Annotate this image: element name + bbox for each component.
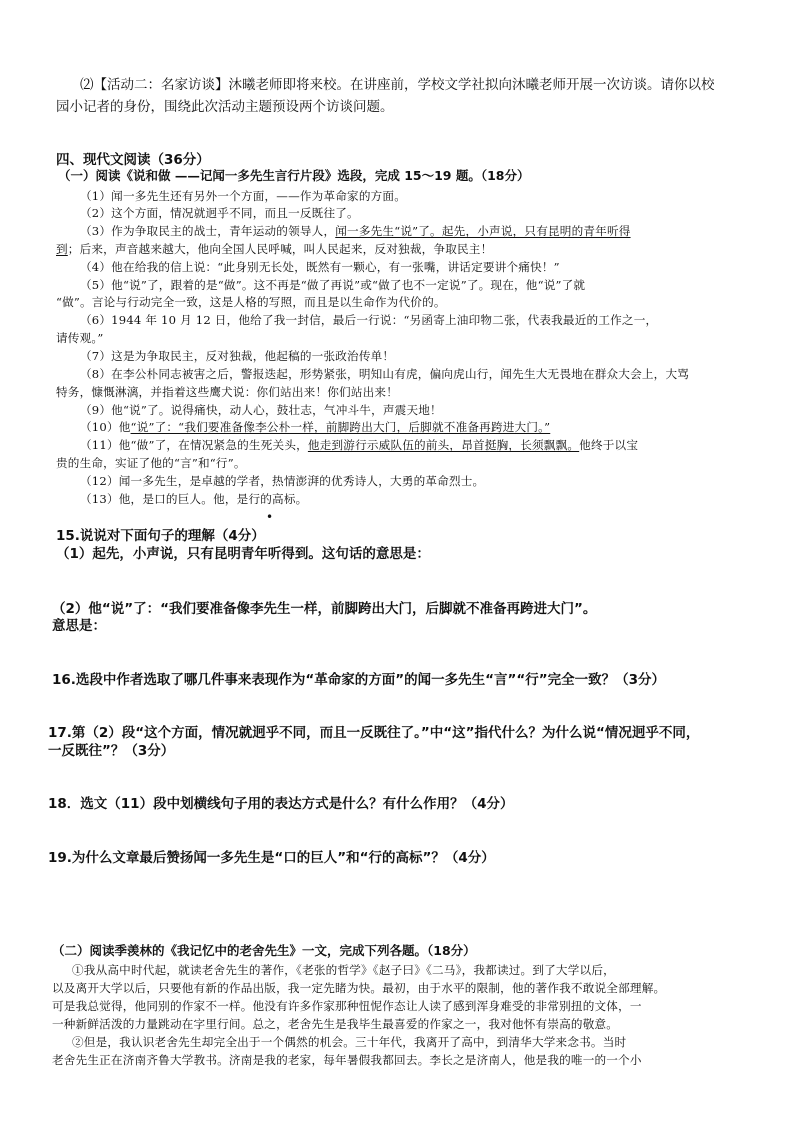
paragraph-11-plain: （11）他“做”了，在情况紧急的生死关头， [80,438,308,452]
paragraph-11-underlined: 他走到游行示威队伍的前头，昂首挺胸，长须飘飘。 [307,438,580,452]
paragraph-10-underlined: “说”了：“我们要准备像李公朴一样，前脚跨出大门，后脚就不准备再跨进大门。” [130,420,551,434]
paragraph-12: （12）闻一多先生，是卓越的学者，热情澎湃的优秀诗人，大勇的革命烈士。 [80,474,485,488]
question-15-2: （2）他“说”了：“我们要准备像李先生一样，前脚跨出大门，后脚就不准备再跨进大门”。 [52,601,597,617]
question-15-2-meaning: 意思是： [52,618,106,634]
paragraph-5: （5）他“说”了，跟着的是“做”。这不再是“做了再说”或“做了也不一定说”了。现在，他“说”了就 [80,278,586,292]
activity-line-1: ⑵【活动二：名家访谈】沐曦老师即将来校。在讲座前，学校文学社拟向沐曦老师开展一次访谈。请你以校 [80,77,715,93]
paragraph-7: （7）这是为争取民主，反对独裁，他起稿的一张政治传单！ [80,349,395,363]
question-17: 17.第（2）段“这个方面，情况就迥乎不同，而且一反既往了。”中“这”指代什么？为什么说“情况迥乎不同， [48,725,700,741]
part2-line-2: 以及离开大学以后，只要他有新的作品出版，我一定先睹为快。最初，由于水平的限制，他的著作我不敢说全部理解。 [52,981,666,995]
paragraph-3-plain: （3）作为争取民主的战士，青年运动的领导人， [80,224,336,238]
paragraph-6: （6）1944 年 10 月 12 日，他给了我一封信，最后一行说：“另函寄上油印物二张，代表我最近的工作之一， [80,313,658,327]
paragraph-5-cont: “做”。言论与行动完全一致，这是人格的写照，而且是以生命作为代价的。 [56,295,446,309]
paragraph-8: （8）在李公朴同志被害之后，警报迭起，形势紧张，明知山有虎，偏向虎山行，闻先生大无畏地在群众大会上，大骂 [80,367,690,381]
activity-line-2: 园小记者的身份，围绕此次活动主题预设两个访谈问题。 [56,99,394,115]
paragraph-2: （2）这个方面，情况就迥乎不同，而且一反既往了。 [80,206,359,220]
paragraph-4: （4）他在给我的信上说：“此身别无长处，既然有一颗心，有一张嘴，讲话定要讲个痛快！” [80,260,560,274]
question-16: 16.选段中作者选取了哪几件事来表现作为“革命家的方面”的闻一多先生“言”“行”完全一致？（3分） [52,672,666,688]
paragraph-9: （9）他“说”了。说得痛快，动人心，鼓壮志，气冲斗牛，声震天地！ [80,403,442,417]
part2-line-3: 可是我总觉得，他同别的作家不一样。他没有许多作家那种忸怩作态让人读了感到浑身难受的非常别扭的文体，一 [52,999,642,1013]
part2-line-1: ①我从高中时代起，就读老舍先生的著作，《老张的哲学》《赵子曰》《二马》，我都读过。到了大学以后， [72,963,615,977]
part1-title: （一）阅读《说和做 ——记闻一多先生言行片段》选段，完成 15～19 题。（18分） [58,168,530,183]
part2-line-5: ②但是，我认识老舍先生却完全出于一个偶然的机会。三十年代，我离开了高中，到清华大学来念书。当时 [72,1035,627,1049]
question-15: 15.说说对下面句子的理解（4分） [56,528,265,544]
paragraph-3-rest: ；后来，声音越来越大，他向全国人民呼喊，叫人民起来，反对独裁，争取民主！ [67,242,493,256]
paragraph-3-cont [56,244,492,256]
part2-line-4: 一种新鲜活泼的力量跳动在字里行间。总之，老舍先生是我毕生最喜爱的作家之一，我对他怀有崇高的敬意。 [52,1017,619,1031]
stray-dot: • [266,510,274,524]
question-15-1: （1）起先，小声说，只有昆明青年听得到。这句话的意思是： [56,546,430,562]
question-19: 19.为什么文章最后赞扬闻一多先生是“口的巨人”和“行的高标”？（4分） [48,850,495,866]
paragraph-10 [80,422,550,434]
section-title: 四、现代文阅读（36分） [56,152,210,168]
paragraph-6-cont: 请传观。” [56,331,104,345]
paragraph-10-plain: （10）他 [80,420,131,434]
paragraph-3-underlined: 闻一多先生“说”了。起先，小声说，只有昆明的青年听得 [335,224,631,238]
paragraph-3-underlined-end: 到 [56,242,68,256]
part2-title: （二）阅读季羡林的《我记忆中的老舍先生》一文，完成下列各题。（18分） [52,943,476,958]
paragraph-1: （1）闻一多先生还有另外一个方面，——作为革命家的方面。 [80,189,407,203]
paragraph-3 [80,226,631,238]
question-17-cont: 一反既往”？（3分） [48,743,175,759]
paragraph-13: （13）他，是口的巨人。他，是行的高标。 [80,492,308,506]
paragraph-8-cont: 特务，慷慨淋漓，并指着这些鹰犬说：你们站出来！你们站出来！ [56,385,399,399]
question-18: 18．选文（11）段中划横线句子用的表达方式是什么？有什么作用？（4分） [48,796,514,812]
paragraph-11-tail: 他终于以宝 [579,438,639,452]
paragraph-11-cont: 贵的生命，实证了他的“言”和“行”。 [56,456,246,470]
part2-line-6: 老舍先生正在济南齐鲁大学教书。济南是我的老家，每年暑假我都回去。李长之是济南人，他是我的唯一的一个小 [52,1053,642,1067]
paragraph-11 [80,440,638,452]
